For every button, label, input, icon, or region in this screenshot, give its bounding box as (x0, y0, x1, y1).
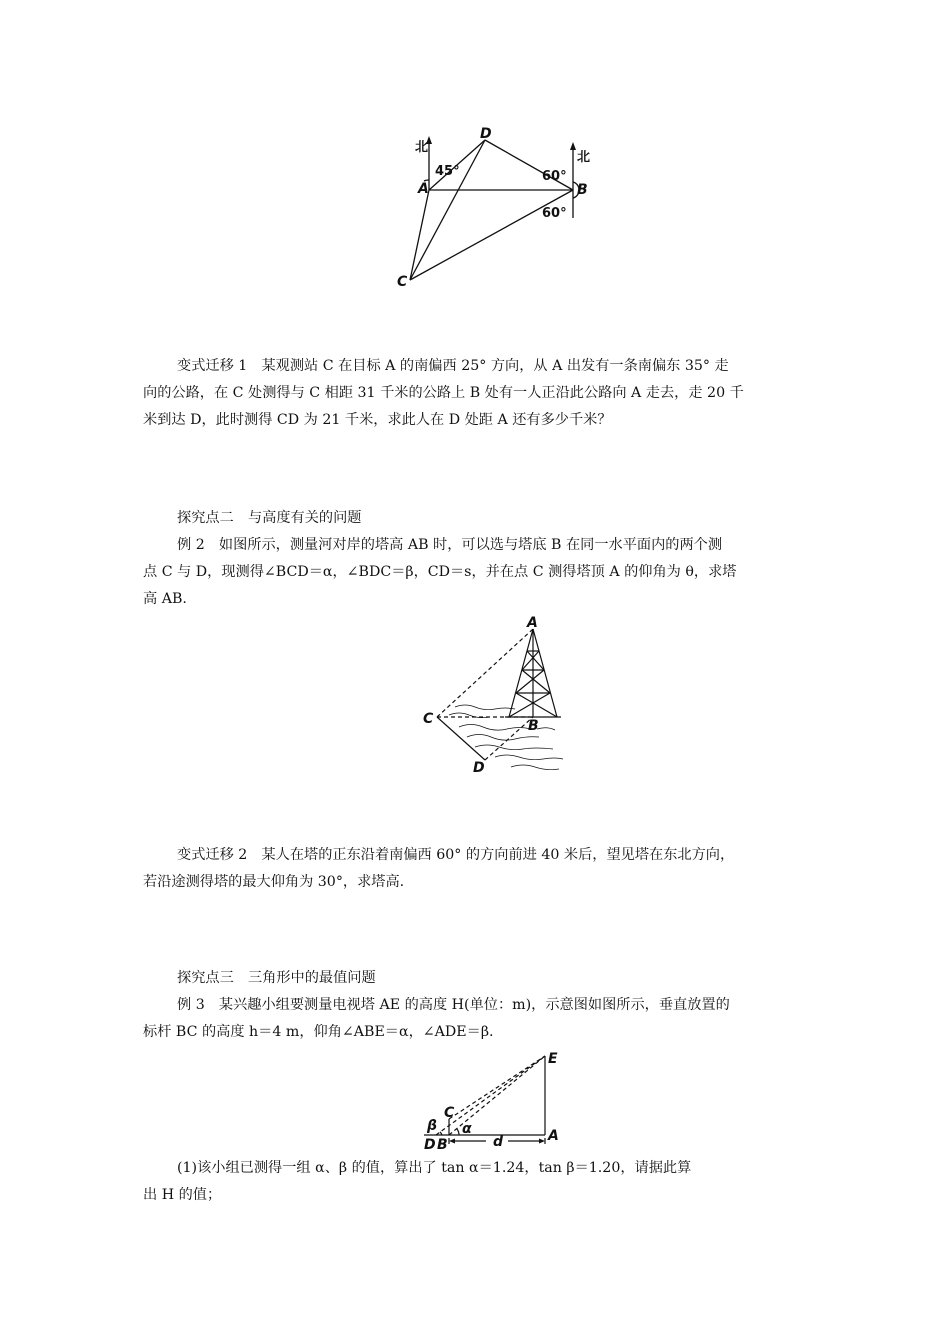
angle-label-60-top: 60° (542, 169, 567, 184)
angle-beta-label: β (427, 1118, 438, 1134)
text-line: 出 H 的值； (143, 1187, 222, 1203)
figure-tv-tower (420, 1050, 570, 1160)
text-line: 米到达 D，此时测得 CD 为 21 千米，求此人在 D 处距 A 还有多少千米？ (143, 412, 612, 428)
tower-right-leg (533, 629, 557, 717)
point-a-label: A (418, 181, 429, 197)
angle-label-45: 45° (435, 164, 460, 179)
text-line: 高 AB. (143, 591, 187, 607)
point-d-label: D (424, 1137, 436, 1153)
point-a-label: A (548, 1128, 559, 1144)
section-title: 探究点二 与高度有关的问题 (177, 510, 362, 526)
tower-left-leg (509, 629, 533, 717)
point-c-label: C (423, 711, 434, 727)
point-e-label: E (548, 1051, 558, 1067)
point-c-label: C (397, 274, 408, 290)
section-extremum-problems (143, 965, 809, 1046)
text-line: 变式迁移 1 某观测站 C 在目标 A 的南偏西 25° 方向，从 A 出发有一条南偏东 35° 走 (177, 358, 729, 374)
point-d-label: D (473, 760, 485, 776)
variant-exercise-2 (143, 842, 809, 896)
segment-db (485, 717, 533, 760)
tv-tower-svg (420, 1050, 570, 1160)
figure-tower-river (415, 615, 575, 775)
river-waves (449, 705, 563, 770)
angle-label-60-bottom: 60° (542, 206, 567, 221)
north-label-a: 北 (415, 140, 429, 155)
point-c-label: C (444, 1105, 455, 1121)
angle-arc-alpha (457, 1129, 459, 1135)
text-line: 标杆 BC 的高度 h＝4 m，仰角∠ABE＝α，∠ADE＝β. (143, 1024, 494, 1040)
text-line: 点 C 与 D，现测得∠BCD＝α，∠BDC＝β，CD＝s，并在点 C 测得塔顶 A 的仰角为 θ，求塔 (143, 564, 737, 580)
bearing-diagram-svg (395, 120, 615, 295)
point-d-label: D (480, 126, 492, 142)
question-1 (143, 1155, 809, 1209)
tower-river-svg (415, 615, 575, 775)
variant-exercise-1 (143, 353, 809, 434)
text-line: 变式迁移 2 某人在塔的正东沿着南偏西 60° 的方向前进 40 米后，望见塔在东北方向， (177, 847, 735, 863)
point-b-label: B (437, 1137, 448, 1153)
text-line: (1)该小组已测得一组 α、β 的值，算出了 tan α＝1.24，tan β＝1.20，请据此算 (177, 1160, 692, 1176)
text-line: 例 3 某兴趣小组要测量电视塔 AE 的高度 H(单位：m)，示意图如图所示，垂直放置的 (177, 997, 730, 1013)
segment-ac (410, 190, 429, 280)
section-height-problems (143, 505, 809, 613)
point-a-label: A (527, 615, 538, 631)
text-line: 向的公路，在 C 处测得与 C 相距 31 千米的公路上 B 处有一人正沿此公路向 A 走去，走 20 千 (143, 385, 744, 401)
north-arrow-b (570, 142, 576, 150)
text-line: 例 2 如图所示，测量河对岸的塔高 AB 时，可以选与塔底 B 在同一水平面内的两个测 (177, 537, 723, 553)
angle-alpha-label: α (462, 1121, 472, 1137)
figure-bearing-diagram (395, 120, 615, 295)
sight-line-de (436, 1056, 545, 1135)
north-label-b: 北 (577, 150, 591, 165)
section-title: 探究点三 三角形中的最值问题 (177, 970, 376, 986)
point-b-label: B (577, 182, 588, 198)
distance-d-label: d (493, 1134, 504, 1150)
sight-line-ca (437, 629, 533, 717)
point-b-label: B (528, 718, 539, 734)
segment-cd (437, 717, 485, 760)
sight-line-ce (449, 1056, 545, 1119)
text-line: 若沿途测得塔的最大仰角为 30°，求塔高. (143, 874, 405, 890)
